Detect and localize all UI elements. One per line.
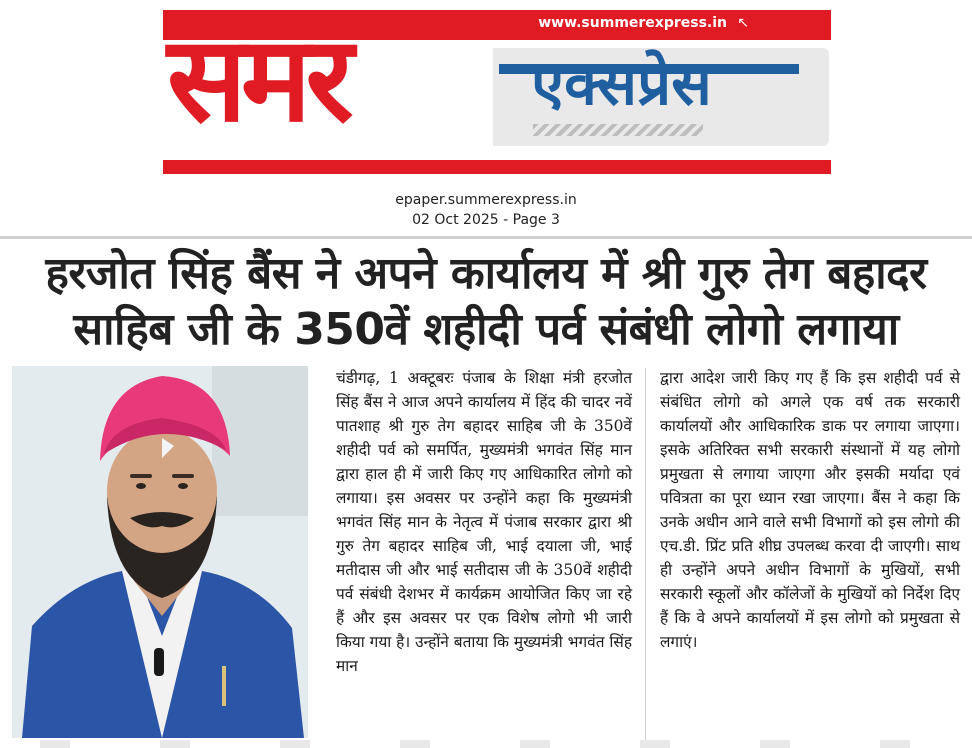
masthead-brand-primary: समर	[167, 10, 348, 148]
masthead-logo	[163, 10, 831, 174]
article-photo	[12, 366, 308, 738]
epaper-site[interactable]: epaper.summerexpress.in	[395, 192, 577, 208]
masthead-brand-secondary: एक्सप्रेस	[531, 49, 712, 119]
edition-date-line: 02 Oct 2025 - Page 3	[412, 212, 560, 228]
headline-line-1: हरजोत सिंह बैंस ने अपने कार्यालय में श्री गुरु तेग बहादर	[45, 248, 927, 299]
headline-line-2: साहिब जी के 350वें शहीदी पर्व संबंधी लोगो लगाया	[73, 304, 899, 355]
edition-date: 02 Oct 2025	[412, 212, 499, 228]
portrait-illustration	[12, 366, 308, 738]
next-article-cutoff	[0, 740, 972, 748]
masthead-stripes	[533, 124, 703, 136]
section-divider	[0, 236, 972, 239]
masthead-arrow-icon: ↖	[737, 15, 749, 31]
article-column-1: चंडीगढ़, 1 अक्टूबरः पंजाब के शिक्षा मंत्री हरजोत सिंह बैंस ने आज अपने कार्यालय में हिंद की चादर नवें पातशाह श्री गुरु तेग बहादर साहिब जी के 350वें शहीदी पर्व को समर्पित, मुख्यमंत्री भगवंत सिंह मान द्वारा हाल ही में जारी किए गए आधिकारित लोगो को लगाया। इस अवसर पर उन्होंने कहा कि मुख्यमंत्री भगवंत सिंह मान के नेतृत्व में पंजाब सरकार द्वारा श्री गुरु तेग बहादर साहिब जी, भाई दयाला जी, भाई मतीदास जी और भाई सतीदास जी के 350वें शहीदी पर्व संबंधी देशभर में कार्यक्रम आयोजित किए जा रहे हैं और इस अवसर पर एक विशेष लोगो भी जारी किया गया है। उन्होंने बताया कि मुख्यमंत्री भगवंत सिंह मान	[336, 369, 632, 675]
masthead-url: www.summerexpress.in	[538, 15, 727, 31]
column-rule	[645, 368, 646, 740]
article-headline	[0, 246, 972, 358]
edition-page: Page 3	[512, 212, 560, 228]
masthead-bottom-bar	[163, 160, 831, 174]
article-column-2: द्वारा आदेश जारी किए गए हैं कि इस शहीदी पर्व से संबंधित लोगो को अगले एक वर्ष तक सरकारी कार्यालयों और आधिकारिक डाक पर लगाया जाएगा। इसके अतिरिक्त सभी सरकारी संस्थानों में यह लोगो प्रमुखता से लगाया जाएगा और इसकी मर्यादा एवं पवित्रता का पूरा ध्यान रखा जाएगा। बैंस ने कहा कि उनके अधीन आने वाले सभी विभागों को इस लोगो की एच.डी. प्रिंट प्रति शीघ्र उपलब्ध करवा दी जाएगी। साथ ही उन्होंने अपने अधीन विभागों के मुखियों, सभी सरकारी स्कूलों और कॉलेजों के मुखियों को निर्देश दिए हैं कि वे अपने कार्यालयों में इस लोगो को प्रमुखता से लगाएं।	[660, 369, 960, 651]
